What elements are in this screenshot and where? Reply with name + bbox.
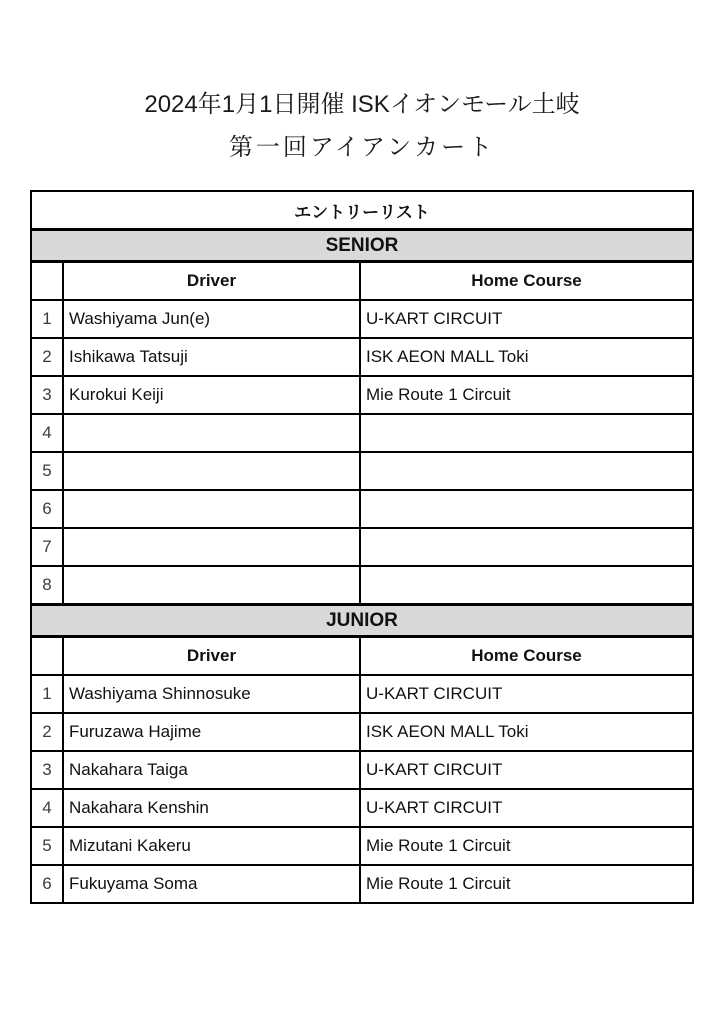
home-course-cell [360, 528, 693, 566]
number-column-header [31, 262, 63, 301]
driver-cell: Washiyama Shinnosuke [63, 675, 360, 713]
driver-cell: Mizutani Kakeru [63, 827, 360, 865]
table-row [31, 452, 693, 490]
section-header-junior [31, 605, 693, 637]
row-number-cell: 6 [31, 865, 63, 903]
column-header-home-course: Home Course [360, 262, 693, 301]
entry-list-title: エントリーリスト [31, 191, 693, 230]
section-header-junior-label: JUNIOR [31, 605, 693, 637]
table-row [31, 338, 693, 376]
home-course-cell: Mie Route 1 Circuit [360, 376, 693, 414]
driver-cell [63, 528, 360, 566]
home-course-cell: Mie Route 1 Circuit [360, 865, 693, 903]
table-row [31, 490, 693, 528]
driver-cell [63, 490, 360, 528]
driver-cell [63, 452, 360, 490]
row-number-cell: 2 [31, 338, 63, 376]
driver-cell [63, 566, 360, 605]
row-number-cell: 4 [31, 789, 63, 827]
table-row [31, 751, 693, 789]
driver-cell: Fukuyama Soma [63, 865, 360, 903]
row-number-cell: 3 [31, 376, 63, 414]
driver-cell: Ishikawa Tatsuji [63, 338, 360, 376]
row-number-cell: 4 [31, 414, 63, 452]
page-title-line1: 2024年1月1日開催 ISKイオンモール土岐 [144, 91, 580, 118]
row-number-cell: 5 [31, 827, 63, 865]
table-row [31, 789, 693, 827]
section-header-senior-label: SENIOR [31, 230, 693, 262]
row-number-cell: 1 [31, 300, 63, 338]
driver-cell: Furuzawa Hajime [63, 713, 360, 751]
entry-list-table [30, 190, 694, 904]
table-row [31, 675, 693, 713]
row-number-cell: 2 [31, 713, 63, 751]
home-course-cell [360, 566, 693, 605]
home-course-cell: ISK AEON MALL Toki [360, 338, 693, 376]
column-header-driver: Driver [63, 262, 360, 301]
home-course-cell [360, 414, 693, 452]
home-course-cell: U-KART CIRCUIT [360, 300, 693, 338]
entry-list-title-row [31, 191, 693, 230]
home-course-cell: U-KART CIRCUIT [360, 789, 693, 827]
driver-cell: Kurokui Keiji [63, 376, 360, 414]
driver-cell: Nakahara Taiga [63, 751, 360, 789]
row-number-cell: 7 [31, 528, 63, 566]
column-header-home-course: Home Course [360, 637, 693, 676]
home-course-cell [360, 490, 693, 528]
table-row [31, 713, 693, 751]
section-header-senior [31, 230, 693, 262]
home-course-cell: U-KART CIRCUIT [360, 751, 693, 789]
home-course-cell: Mie Route 1 Circuit [360, 827, 693, 865]
home-course-cell: U-KART CIRCUIT [360, 675, 693, 713]
table-row [31, 376, 693, 414]
row-number-cell: 6 [31, 490, 63, 528]
table-row [31, 827, 693, 865]
number-column-header [31, 637, 63, 676]
column-header-driver: Driver [63, 637, 360, 676]
row-number-cell: 1 [31, 675, 63, 713]
driver-cell [63, 414, 360, 452]
home-course-cell: ISK AEON MALL Toki [360, 713, 693, 751]
table-row [31, 300, 693, 338]
driver-cell: Washiyama Jun(e) [63, 300, 360, 338]
page-title-line2: 第一回アイアンカート [228, 134, 496, 161]
column-header-row [31, 637, 693, 676]
row-number-cell: 5 [31, 452, 63, 490]
driver-cell: Nakahara Kenshin [63, 789, 360, 827]
row-number-cell: 8 [31, 566, 63, 605]
row-number-cell: 3 [31, 751, 63, 789]
column-header-row [31, 262, 693, 301]
table-row [31, 528, 693, 566]
home-course-cell [360, 452, 693, 490]
table-row [31, 566, 693, 605]
table-row [31, 865, 693, 903]
table-row [31, 414, 693, 452]
